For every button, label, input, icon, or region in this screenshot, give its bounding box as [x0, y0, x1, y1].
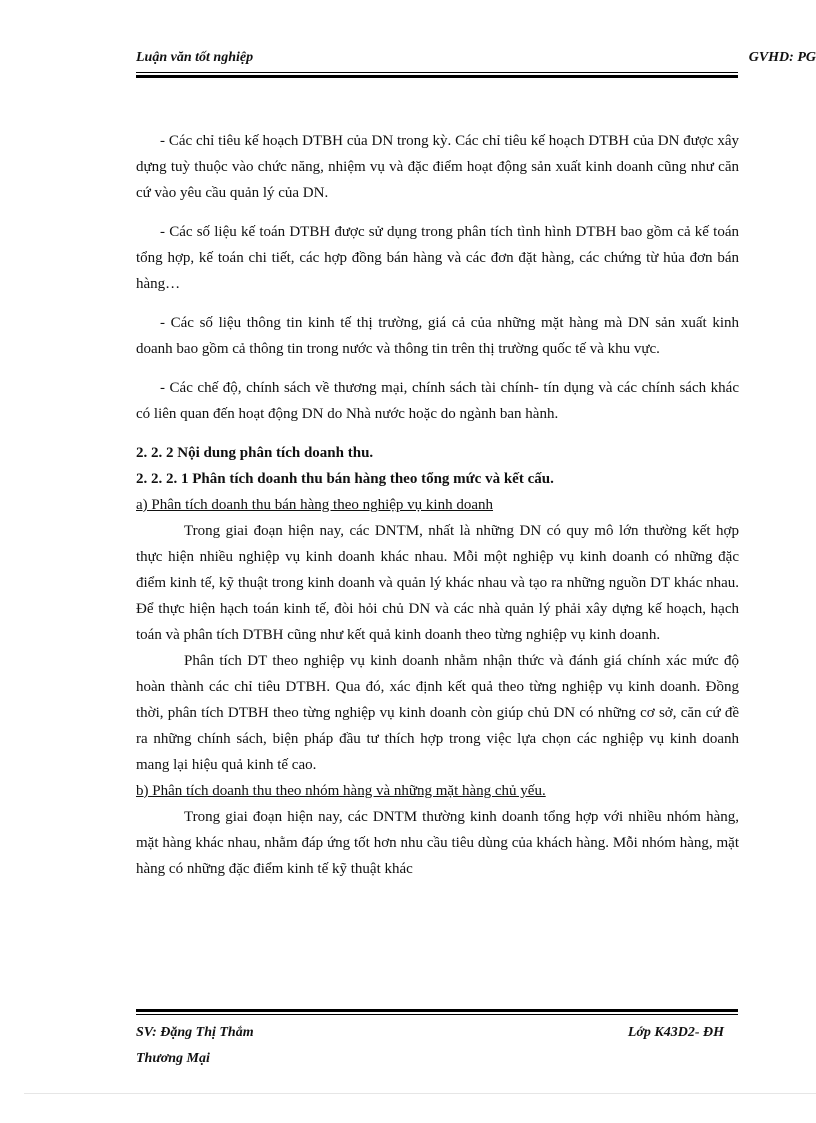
section-heading-total-structure: 2. 2. 2. 1 Phân tích doanh thu bán hàng theo tổng mức và kết cấu.	[136, 471, 554, 487]
page-bottom-divider	[24, 1093, 816, 1094]
page-footer	[136, 1020, 738, 1072]
subheading-by-product-group: b) Phân tích doanh thu theo nhóm hàng và những mặt hàng chủ yếu.	[136, 783, 546, 799]
paragraph-revenue-analysis: Phân tích DT theo nghiệp vụ kinh doanh nhằm nhận thức và đánh giá chính xác mức độ hoàn thành các chỉ tiêu DTBH. Qua đó, xác định kết quả theo từng nghiệp vụ kinh doanh. Đồng thời, phân tích DTBH theo từng nghiệp vụ kinh doanh còn giúp chủ DN có những cơ sở, căn cứ đề ra những chính sách, biện pháp đầu tư thích hợp trong việc lựa chọn các nghiệp vụ kinh doanh mang lại hiệu quả kinh tế cao.	[136, 653, 739, 773]
header-rule-thick	[136, 75, 738, 78]
paragraph-accounting-data: - Các số liệu kế toán DTBH được sử dụng trong phân tích tình hình DTBH bao gồm cả kế toán tổng hợp, kế toán chi tiết, các hợp đồng bán hàng và các đơn đặt hàng, các chứng từ hủa đơn bán hàng…	[136, 224, 739, 292]
paragraph-product-groups: Trong giai đoạn hiện nay, các DNTM thường kinh doanh tổng hợp với nhiều nhóm hàng, mặt hàng khác nhau, nhằm đáp ứng tốt hơn nhu cầu tiêu dùng của khách hàng. Mỗi nhóm hàng, mặt hàng có những đặc điểm kinh tế kỹ thuật khác	[136, 809, 739, 877]
subheading-by-business-operation: a) Phân tích doanh thu bán hàng theo nghiệp vụ kinh doanh	[136, 497, 494, 513]
paragraph-policies: - Các chế độ, chính sách về thương mại, chính sách tài chính- tín dụng và các chính sách khác có liên quan đến hoạt động DN do Nhà nước hoặc do ngành ban hành.	[136, 380, 739, 422]
footer-rule-thick	[136, 1009, 738, 1012]
student-name: SV: Đặng Thị Thắm	[136, 1025, 254, 1040]
class-label: Lớp K43D2- ĐH	[627, 1025, 724, 1040]
thesis-title: Luận văn tốt nghiệp	[136, 50, 254, 65]
advisor-label: GVHD: PG	[748, 50, 816, 65]
page-header	[136, 50, 816, 70]
header-rule-thin	[136, 72, 738, 73]
paragraph-plan-indicators: - Các chỉ tiêu kế hoạch DTBH của DN trong kỳ. Các chỉ tiêu kế hoạch DTBH của DN được xây dựng tuỳ thuộc vào chức năng, nhiệm vụ và đặc điểm hoạt động sản xuất kinh doanh cũng như căn cứ vào yêu cầu quản lý của DN.	[136, 133, 739, 201]
school-name: Thương Mại	[136, 1051, 210, 1066]
section-heading-revenue-content: 2. 2. 2 Nội dung phân tích doanh thu.	[136, 445, 374, 461]
paragraph-business-operations: Trong giai đoạn hiện nay, các DNTM, nhất là những DN có quy mô lớn thường kết hợp thực hiện nhiều nghiệp vụ kinh doanh khác nhau. Mỗi một nghiệp vụ kinh doanh có những đặc điểm kinh tế, kỹ thuật trong kinh doanh và quản lý khác nhau và tạo ra những nguồn DT khác nhau. Để thực hiện hạch toán kinh tế, đòi hỏi chủ DN và các nhà quản lý phải xây dựng kế hoạch, hạch toán và phân tích DTBH cũng như kết quả kinh doanh theo từng nghiệp vụ kinh doanh.	[136, 523, 739, 643]
paragraph-market-info: - Các số liệu thông tin kinh tế thị trường, giá cả của những mặt hàng mà DN sản xuất kinh doanh bao gồm cả thông tin trong nước và thông tin trên thị trường quốc tế và khu vực.	[136, 315, 739, 357]
footer-rule-thin	[136, 1014, 738, 1015]
page-body	[136, 128, 739, 882]
